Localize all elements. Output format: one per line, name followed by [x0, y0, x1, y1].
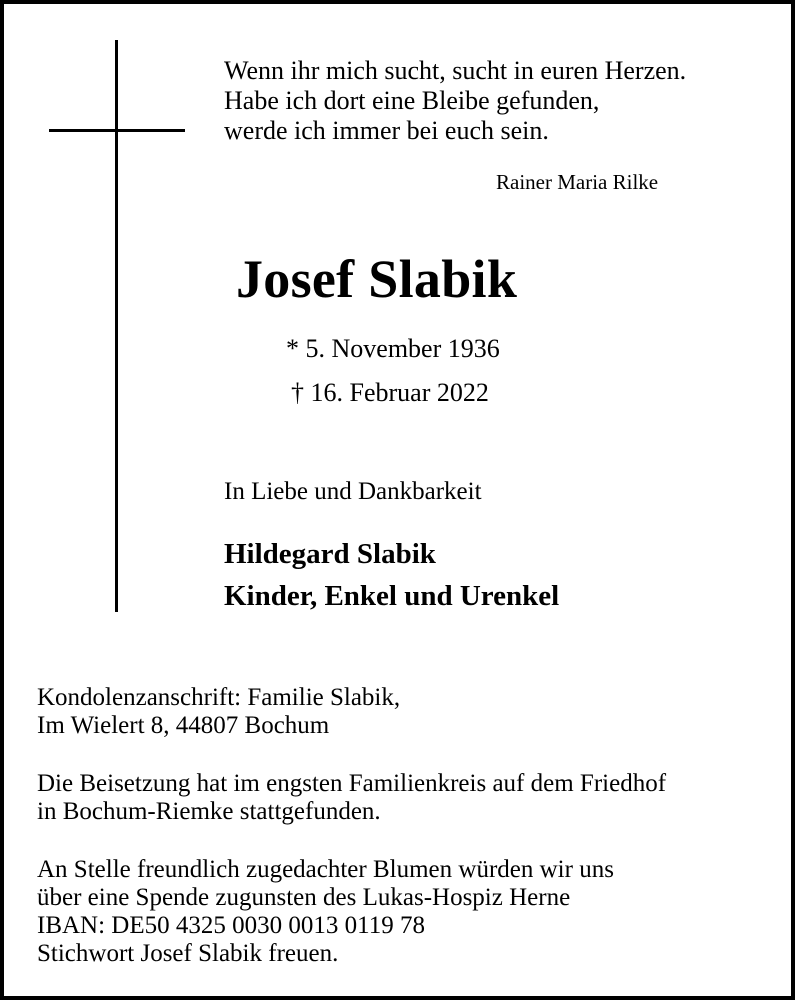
condolence-line: Kondolenzanschrift: Familie Slabik, — [37, 684, 401, 711]
poem-line: Habe ich dort eine Bleibe gefunden, — [224, 86, 600, 115]
burial-line: Die Beisetzung hat im engsten Familienkreis auf dem Friedhof — [37, 770, 667, 797]
deceased-name: Josef Slabik — [236, 249, 518, 309]
poem-line: Wenn ihr mich sucht, sucht in euren Herzen. — [224, 56, 687, 85]
condolence-line: Im Wielert 8, 44807 Bochum — [37, 712, 330, 739]
condolence-address — [37, 684, 400, 740]
birth-date: * 5. November 1936 — [286, 334, 500, 363]
mourners-list — [224, 533, 559, 617]
poem-quote — [224, 56, 686, 146]
burial-notice — [37, 770, 666, 826]
mourner-line: Hildegard Slabik — [224, 538, 436, 570]
donation-request — [37, 856, 614, 968]
poem-author: Rainer Maria Rilke — [496, 170, 659, 194]
cross-vertical-bar — [115, 40, 118, 612]
donation-line: An Stelle freundlich zugedachter Blumen würden wir uns — [37, 856, 614, 883]
donation-line: über eine Spende zugunsten des Lukas-Hospiz Herne — [37, 884, 571, 911]
mourners-intro: In Liebe und Dankbarkeit — [224, 478, 482, 505]
donation-line: Stichwort Josef Slabik freuen. — [37, 940, 339, 967]
poem-line: werde ich immer bei euch sein. — [224, 116, 549, 145]
mourner-line: Kinder, Enkel und Urenkel — [224, 580, 560, 612]
death-date: † 16. Februar 2022 — [291, 378, 489, 407]
cross-horizontal-bar — [49, 129, 185, 132]
burial-line: in Bochum-Riemke stattgefunden. — [37, 798, 381, 825]
donation-iban: IBAN: DE50 4325 0030 0013 0119 78 — [37, 912, 425, 939]
